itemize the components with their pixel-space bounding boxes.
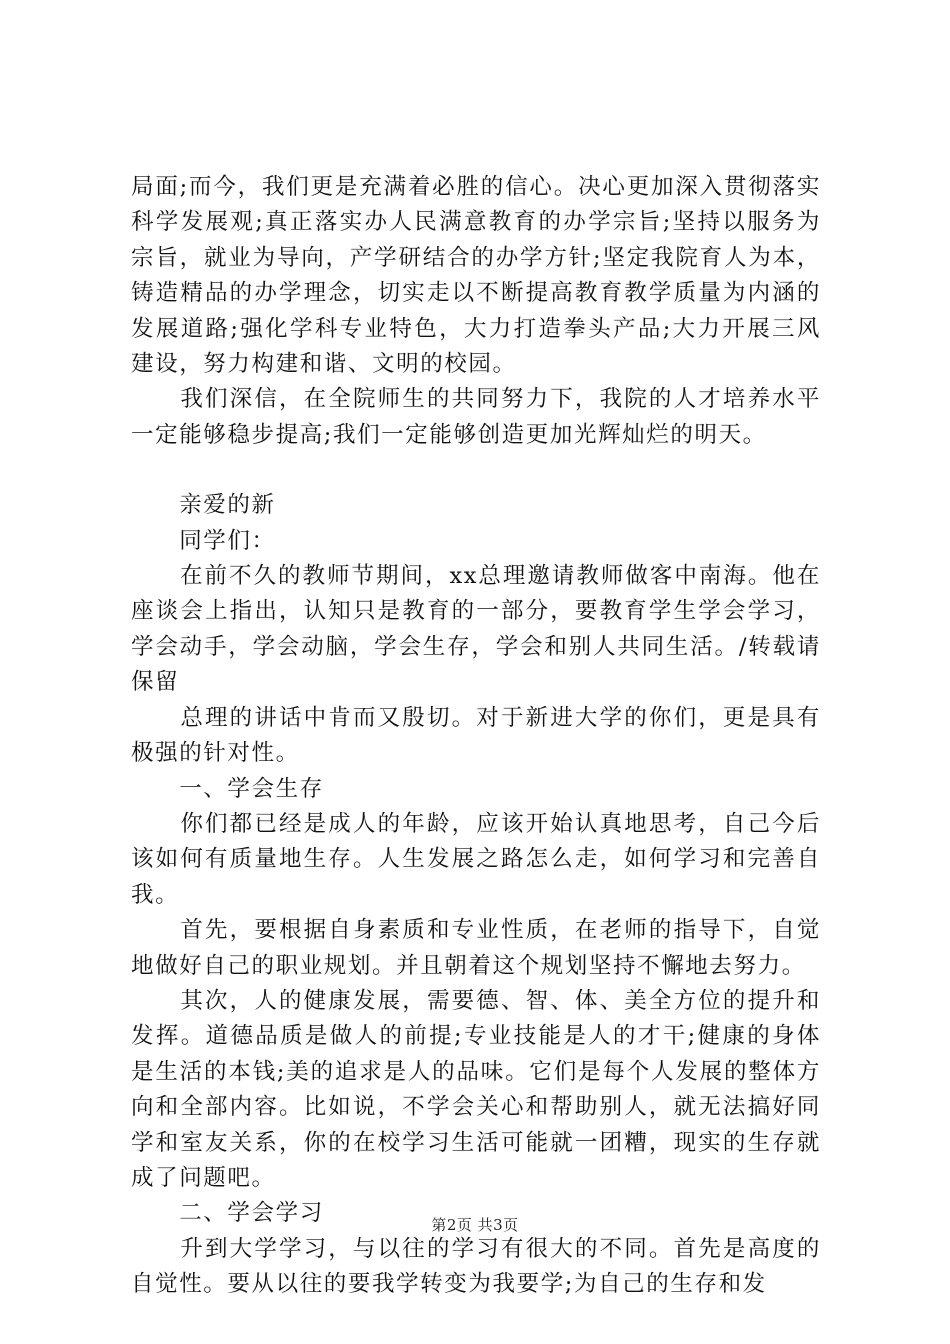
- paragraph: 总理的讲话中肯而又殷切。对于新进大学的你们，更是具有极强的针对性。: [131, 704, 821, 767]
- paragraph: 升到大学学习，与以往的学习有很大的不同。首先是高度的自觉性。要从以往的要我学转变为我要学;为自己的生存和发: [131, 1235, 821, 1298]
- salutation-line: 亲爱的新: [131, 492, 276, 519]
- paragraph: 局面;而今，我们更是充满着必胜的信心。决心更加深入贯彻落实科学发展观;真正落实办人民满意教育的办学宗旨;坚持以服务为宗旨，就业为导向，产学研结合的办学方针;坚定我院育人为本，铸造精品的办学理念，切实走以不断提高教育教学质量为内涵的发展道路;强化学科专业特色，大力打造拳头产品;大力开展三风建设，努力构建和谐、文明的校园。: [131, 174, 821, 378]
- salutation-line: 同学们：: [131, 527, 276, 554]
- paragraph-gap: [131, 453, 821, 488]
- paragraph: 在前不久的教师节期间，xx总理邀请教师做客中南海。他在座谈会上指出，认知只是教育的一部分，要教育学生学会学习，学会动手，学会动脑，学会生存，学会和别人共同生活。/转载请保留: [131, 563, 821, 696]
- paragraph: 其次，人的健康发展，需要德、智、体、美全方位的提升和发挥。道德品质是做人的前提;专业技能是人的才干;健康的身体是生活的本钱;美的追求是人的品味。它们是每个人发展的整体方向和全部内容。比如说，不学会关心和帮助别人，就无法搞好同学和室友关系，你的在校学习生活可能就一团糟，现实的生存就成了问题吧。: [131, 987, 821, 1191]
- paragraph: 我们深信，在全院师生的共同努力下，我院的人才培养水平一定能够稳步提高;我们一定能够创造更加光辉灿烂的明天。: [131, 386, 821, 448]
- section-heading: 二、学会学习: [131, 1200, 324, 1227]
- paragraph: 你们都已经是成人的年龄，应该开始认真地思考，自己今后该如何有质量地生存。人生发展之路怎么走，如何学习和完善自我。: [131, 810, 821, 908]
- document-body: [131, 170, 821, 1303]
- page-footer: 第2页 共3页: [431, 1216, 519, 1234]
- section-heading: 一、学会生存: [131, 775, 324, 802]
- paragraph: 首先，要根据自身素质和专业性质，在老师的指导下，自觉地做好自己的职业规划。并且朝着这个规划坚持不懈地去努力。: [131, 917, 821, 979]
